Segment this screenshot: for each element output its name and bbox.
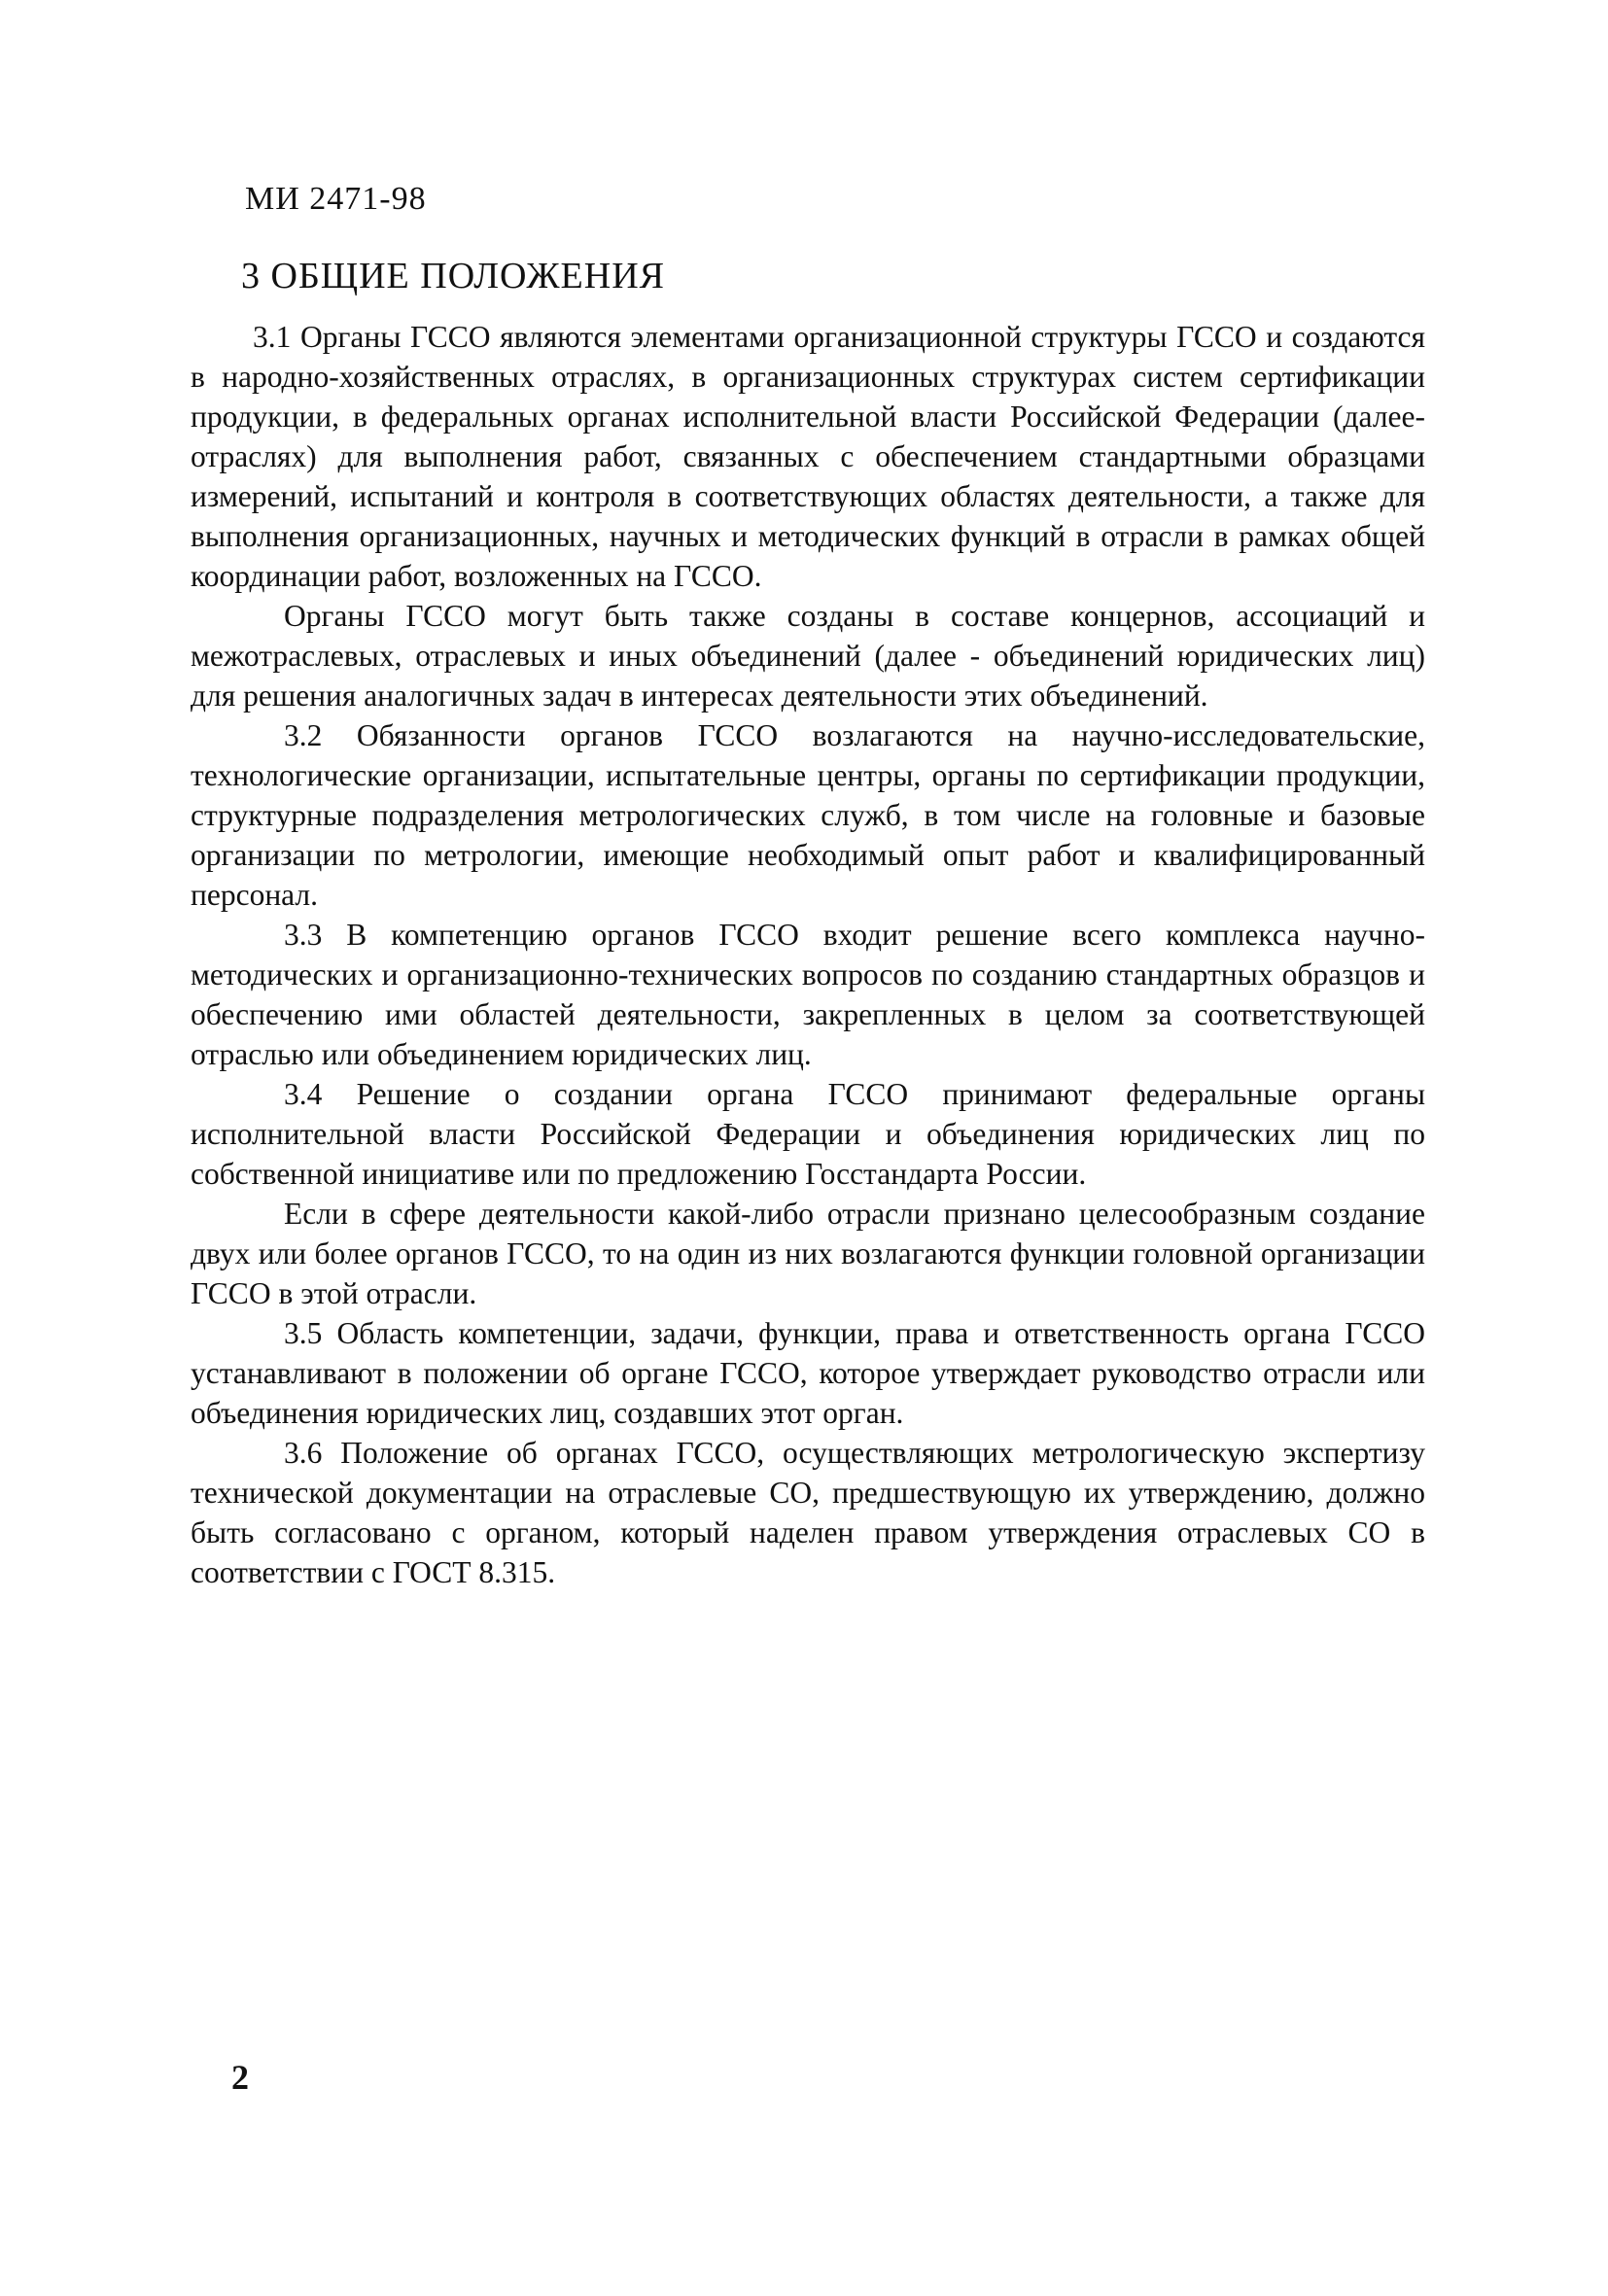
- paragraph-3-2: 3.2 Обязанности органов ГССО возлагаются на научно-исследовательские, технологические организации, испытательные центры, органы по сертификации продукции, структурные подразделения метрологических служб, в том числе на головные и базовые организации по метрологии, имеющие необходимый опыт работ и квалифицированный персонал.: [191, 718, 1425, 912]
- paragraph-3-1-continued: Органы ГССО могут быть также созданы в составе концернов, ассоциаций и межотраслевых, отраслевых и иных объединений (далее - объединений юридических лиц) для решения аналогичных задач в интересах деятельности этих объединений.: [191, 599, 1425, 713]
- section-body: [191, 317, 1425, 1592]
- paragraph-3-4-continued: Если в сфере деятельности какой-либо отрасли признано целесообразным создание двух или более органов ГССО, то на один из них возлагаются функции головной организации ГССО в этой отрасли.: [191, 1197, 1425, 1310]
- section-title: 3 ОБЩИЕ ПОЛОЖЕНИЯ: [241, 256, 666, 296]
- page-number: 2: [231, 2058, 249, 2097]
- paragraph-3-1: 3.1 Органы ГССО являются элементами организационной структуры ГССО и создаются в народно-хозяйственных отраслях, в организационных структурах систем сертификации продукции, в федеральных органах исполнительной власти Российской Федерации (далее-отраслях) для выполнения работ, связанных с обеспечением стандартными образцами измерений, испытаний и контроля в соответствующих областях деятельности, а также для выполнения организационных, научных и методических функций в отрасли в рамках общей координации работ, возложенных на ГССО.: [191, 320, 1425, 593]
- document-code: МИ 2471-98: [245, 181, 427, 217]
- paragraph-3-3: 3.3 В компетенцию органов ГССО входит решение всего комплекса научно-методических и организационно-технических вопросов по созданию стандартных образцов и обеспечению ими областей деятельности, закрепленных в целом за соответствующей отраслью или объединением юридических лиц.: [191, 918, 1425, 1071]
- paragraph-3-4: 3.4 Решение о создании органа ГССО принимают федеральные органы исполнительной власти Российской Федерации и объединения юридических лиц по собственной инициативе или по предложению Госстандарта России.: [191, 1077, 1425, 1191]
- paragraph-3-6: 3.6 Положение об органах ГССО, осуществляющих метрологическую экспертизу технической документации на отраслевые СО, предшествующую их утверждению, должно быть согласовано с органом, который наделен правом утверждения отраслевых СО в соответствии с ГОСТ 8.315.: [191, 1436, 1425, 1589]
- paragraph-3-5: 3.5 Область компетенции, задачи, функции, права и ответственность органа ГССО устанавливают в положении об органе ГССО, которое утверждает руководство отрасли или объединения юридических лиц, создавших этот орган.: [191, 1316, 1425, 1430]
